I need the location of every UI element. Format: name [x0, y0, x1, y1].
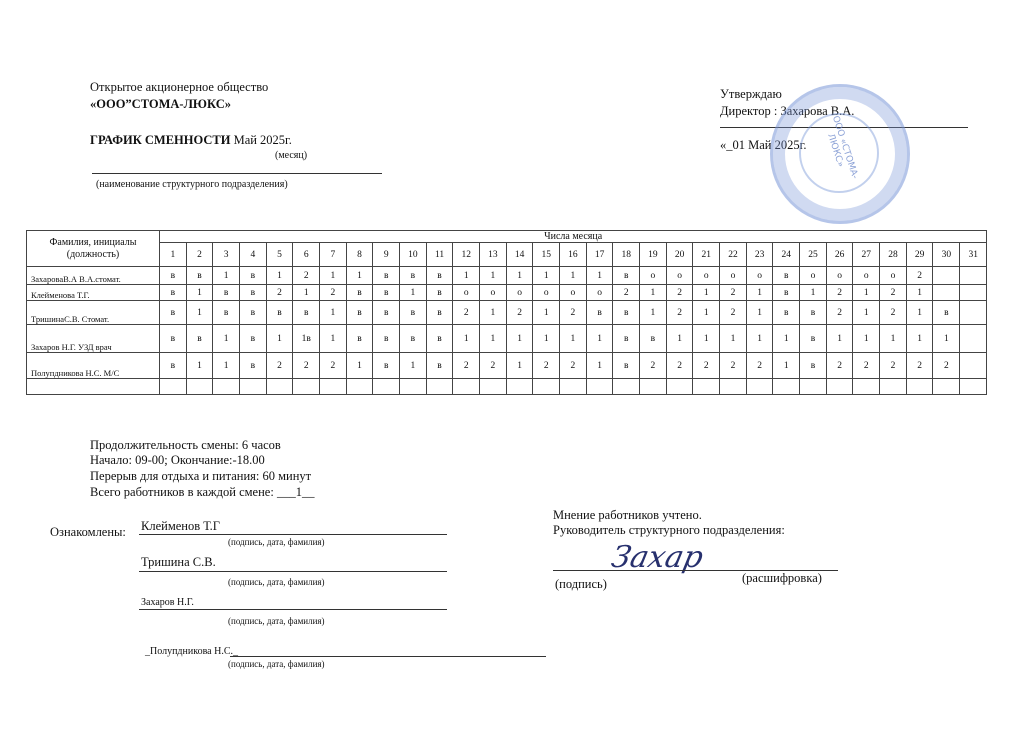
shift-cell: о: [666, 267, 693, 285]
day-number: 31: [960, 243, 987, 267]
shift-cell: 1: [880, 325, 907, 353]
shift-cell: 1: [693, 325, 720, 353]
day-number: 25: [800, 243, 827, 267]
unit-caption: (наименование структурного подразделения): [96, 179, 288, 190]
shift-cell: о: [640, 267, 667, 285]
day-number: 19: [640, 243, 667, 267]
month-value: Май 2025г.: [233, 133, 292, 147]
shift-cell: [853, 379, 880, 395]
shift-cell: 2: [533, 353, 560, 379]
shift-cell: [426, 379, 453, 395]
shift-cell: 1: [826, 325, 853, 353]
shift-cell: в: [773, 285, 800, 301]
shift-cell: 2: [880, 301, 907, 325]
shift-cell: в: [373, 267, 400, 285]
shift-cell: [800, 379, 827, 395]
table-row: [27, 353, 987, 379]
shift-cell: в: [426, 285, 453, 301]
shift-cell: в: [213, 285, 240, 301]
shift-cell: [373, 379, 400, 395]
shift-cell: в: [240, 267, 267, 285]
shift-cell: в: [160, 353, 187, 379]
shift-cell: [933, 379, 960, 395]
opinion-line-2: Руководитель структурного подразделения:: [553, 523, 785, 537]
day-number: 24: [773, 243, 800, 267]
shift-cell: в: [240, 285, 267, 301]
shift-cell: 2: [640, 353, 667, 379]
shift-cell: о: [800, 267, 827, 285]
shift-cell: 1: [266, 325, 293, 353]
shift-cell: 1: [640, 301, 667, 325]
shift-cell: в: [426, 325, 453, 353]
signer-1-line: [139, 534, 447, 535]
shift-cell: 2: [746, 353, 773, 379]
shift-cell: 1: [640, 285, 667, 301]
employee-name: ЗахароваВ.А В.А.стомат.: [27, 267, 160, 285]
shift-cell: [320, 379, 347, 395]
day-number: 20: [666, 243, 693, 267]
shift-cell: 1: [800, 285, 827, 301]
shift-cell: 2: [320, 285, 347, 301]
shift-cell: в: [240, 301, 267, 325]
shift-cell: [960, 379, 987, 395]
shift-cell: в: [800, 353, 827, 379]
shift-cell: [933, 285, 960, 301]
shift-cell: в: [240, 353, 267, 379]
day-number: 1: [160, 243, 187, 267]
day-number: 5: [266, 243, 293, 267]
name-column-header: Фамилия, инициалы (должность): [27, 231, 160, 267]
shift-cell: [746, 379, 773, 395]
org-name: «ООО”СТОМА-ЛЮКС»: [90, 97, 231, 111]
day-number: 2: [186, 243, 213, 267]
shift-cell: в: [160, 267, 187, 285]
shift-cell: в: [773, 267, 800, 285]
shift-cell: 1: [906, 285, 933, 301]
shift-cell: о: [720, 267, 747, 285]
shift-cell: [533, 379, 560, 395]
unit-line: [92, 173, 382, 174]
signer-4-line: [230, 656, 546, 657]
shift-cell: 1: [506, 353, 533, 379]
shift-cell: 2: [720, 353, 747, 379]
signer-2: Тришина С.В.: [141, 555, 216, 569]
shift-cell: 1: [586, 267, 613, 285]
shift-cell: в: [933, 301, 960, 325]
shift-cell: 2: [560, 353, 587, 379]
month-caption: (месяц): [275, 150, 308, 161]
shift-cell: 2: [693, 353, 720, 379]
shift-cell: 1: [213, 267, 240, 285]
employee-name: Полупдникова Н.С. М/С: [27, 353, 160, 379]
shift-cell: [960, 301, 987, 325]
shift-cell: о: [480, 285, 507, 301]
shift-cell: в: [613, 325, 640, 353]
employee-name: [27, 379, 160, 395]
day-number: 29: [906, 243, 933, 267]
shift-cell: 2: [480, 353, 507, 379]
shift-cell: 2: [826, 353, 853, 379]
shift-cell: 1: [186, 353, 213, 379]
shift-cell: [613, 379, 640, 395]
day-number: 8: [346, 243, 373, 267]
shift-cell: 2: [453, 353, 480, 379]
shift-cell: [213, 379, 240, 395]
shift-cell: в: [800, 325, 827, 353]
day-number: 6: [293, 243, 320, 267]
shift-cell: 1: [213, 325, 240, 353]
shift-cell: 1: [533, 267, 560, 285]
shift-cell: 1: [186, 301, 213, 325]
shift-cell: в: [160, 325, 187, 353]
shift-cell: в: [160, 301, 187, 325]
employee-name: ТришинаС.В. Стомат.: [27, 301, 160, 325]
shift-cell: в: [373, 301, 400, 325]
day-number: 18: [613, 243, 640, 267]
signer-4-caption: (подпись, дата, фамилия): [228, 659, 325, 669]
day-number: 30: [933, 243, 960, 267]
shift-cell: в: [400, 267, 427, 285]
schedule-title: ГРАФИК СМЕННОСТИ: [90, 133, 231, 147]
shift-cell: [693, 379, 720, 395]
shift-cell: о: [826, 267, 853, 285]
shift-cell: 1: [400, 285, 427, 301]
shift-cell: 1: [773, 325, 800, 353]
shift-cell: в: [160, 285, 187, 301]
shift-cell: в: [426, 353, 453, 379]
shift-cell: 1: [453, 325, 480, 353]
day-numbers-row: [27, 243, 987, 267]
shift-cell: [560, 379, 587, 395]
table-row: [27, 267, 987, 285]
shift-cell: [960, 285, 987, 301]
sign-caption: (подпись): [555, 577, 607, 591]
shift-schedule-table: [26, 230, 987, 395]
day-number: 28: [880, 243, 907, 267]
shift-cell: [266, 379, 293, 395]
day-number: 15: [533, 243, 560, 267]
shift-cell: 1: [933, 325, 960, 353]
day-number: 3: [213, 243, 240, 267]
shift-cell: [186, 379, 213, 395]
day-number: 7: [320, 243, 347, 267]
shift-cell: 1: [506, 267, 533, 285]
signer-3-line: [139, 609, 447, 610]
shift-cell: в: [586, 301, 613, 325]
shift-cell: 2: [453, 301, 480, 325]
shift-cell: [773, 379, 800, 395]
shift-cell: в: [640, 325, 667, 353]
stamp-text: ООО «СТОМА-ЛЮКС»: [825, 114, 860, 181]
day-number: 21: [693, 243, 720, 267]
shift-cell: 1: [453, 267, 480, 285]
shift-cell: 2: [826, 301, 853, 325]
shift-cell: 2: [880, 353, 907, 379]
day-number: 13: [480, 243, 507, 267]
day-number: 4: [240, 243, 267, 267]
shift-cell: 1в: [293, 325, 320, 353]
shift-cell: в: [293, 301, 320, 325]
shift-cell: 2: [320, 353, 347, 379]
shift-cell: в: [346, 301, 373, 325]
shift-cell: о: [506, 285, 533, 301]
shift-cell: 2: [560, 301, 587, 325]
employee-name: Захаров Н.Г. УЗД врач: [27, 325, 160, 353]
shift-cell: [480, 379, 507, 395]
shift-cell: 2: [906, 353, 933, 379]
approve-label: Утверждаю: [720, 87, 782, 101]
opinion-line-1: Мнение работников учтено.: [553, 508, 702, 522]
shift-cell: [880, 379, 907, 395]
table-row: [27, 285, 987, 301]
org-type: Открытое акционерное общество: [90, 80, 269, 94]
signer-2-caption: (подпись, дата, фамилия): [228, 577, 325, 587]
shift-cell: в: [373, 325, 400, 353]
signer-1-caption: (подпись, дата, фамилия): [228, 537, 325, 547]
shift-cell: 1: [853, 301, 880, 325]
shift-cell: [906, 379, 933, 395]
day-number: 23: [746, 243, 773, 267]
director-name: Директор : Захарова В.А.: [720, 104, 855, 118]
shift-cell: в: [773, 301, 800, 325]
employee-name: Клейменова Т.Г.: [27, 285, 160, 301]
table-header-row: [27, 231, 987, 243]
shift-cell: 1: [720, 325, 747, 353]
shift-cell: 1: [853, 325, 880, 353]
shift-cell: 1: [693, 301, 720, 325]
shift-cell: 1: [746, 301, 773, 325]
shift-cell: о: [453, 285, 480, 301]
signer-3: Захаров Н.Г.: [141, 597, 194, 608]
shift-cell: [666, 379, 693, 395]
shift-cell: в: [346, 325, 373, 353]
acquainted-label: Ознакомлены:: [50, 525, 126, 539]
break-info: Перерыв для отдыха и питания: 60 минут: [90, 469, 312, 483]
shift-cell: [240, 379, 267, 395]
shift-cell: 1: [400, 353, 427, 379]
signer-2-line: [139, 571, 447, 572]
shift-cell: [826, 379, 853, 395]
shift-cell: о: [560, 285, 587, 301]
shift-cell: [453, 379, 480, 395]
day-number: 11: [426, 243, 453, 267]
shift-cell: о: [853, 267, 880, 285]
workers-per-shift: Всего работников в каждой смене: ___1__: [90, 485, 315, 499]
day-number: 17: [586, 243, 613, 267]
shift-cell: 1: [506, 325, 533, 353]
days-column-header: Числа месяца: [160, 231, 987, 243]
signer-3-caption: (подпись, дата, фамилия): [228, 616, 325, 626]
table-row: [27, 325, 987, 353]
shift-cell: [720, 379, 747, 395]
day-number: 10: [400, 243, 427, 267]
shift-cell: в: [186, 325, 213, 353]
shift-cell: [346, 379, 373, 395]
signer-4: _Полупдникова Н.С._: [145, 646, 238, 657]
shift-cell: 2: [853, 353, 880, 379]
shift-cell: [293, 379, 320, 395]
manager-signature: Захар: [608, 540, 707, 575]
shift-cell: 1: [320, 267, 347, 285]
shift-cell: 1: [746, 325, 773, 353]
shift-cell: 2: [266, 353, 293, 379]
day-number: 14: [506, 243, 533, 267]
shift-cell: [586, 379, 613, 395]
day-number: 26: [826, 243, 853, 267]
shift-cell: 1: [346, 353, 373, 379]
shift-cell: 1: [480, 267, 507, 285]
shift-cell: [400, 379, 427, 395]
shift-cell: 2: [720, 301, 747, 325]
shift-cell: 2: [666, 353, 693, 379]
schedule-title-block: [90, 133, 292, 148]
shift-cell: 2: [666, 301, 693, 325]
shift-hours: Начало: 09-00; Окончание:-18.00: [90, 453, 265, 467]
shift-cell: 1: [480, 325, 507, 353]
day-number: 12: [453, 243, 480, 267]
shift-cell: 1: [693, 285, 720, 301]
approve-date: «_01 Май 2025г.: [720, 138, 807, 152]
shift-cell: в: [400, 301, 427, 325]
shift-duration: Продолжительность смены: 6 часов: [90, 438, 281, 452]
shift-cell: в: [800, 301, 827, 325]
shift-cell: о: [746, 267, 773, 285]
shift-cell: 2: [266, 285, 293, 301]
shift-cell: 1: [906, 325, 933, 353]
shift-cell: 1: [346, 267, 373, 285]
table-row: [27, 379, 987, 395]
shift-cell: в: [346, 285, 373, 301]
shift-cell: 2: [666, 285, 693, 301]
day-number: 22: [720, 243, 747, 267]
shift-cell: 2: [826, 285, 853, 301]
shift-cell: 1: [213, 353, 240, 379]
shift-cell: 1: [266, 267, 293, 285]
day-number: 16: [560, 243, 587, 267]
shift-cell: о: [533, 285, 560, 301]
shift-cell: 2: [506, 301, 533, 325]
shift-cell: в: [426, 301, 453, 325]
shift-cell: [933, 267, 960, 285]
shift-cell: 1: [586, 353, 613, 379]
shift-cell: 1: [853, 285, 880, 301]
shift-cell: [960, 353, 987, 379]
shift-cell: в: [213, 301, 240, 325]
shift-cell: 2: [293, 267, 320, 285]
shift-cell: в: [373, 353, 400, 379]
shift-cell: 1: [533, 325, 560, 353]
shift-cell: 1: [906, 301, 933, 325]
shift-cell: 2: [613, 285, 640, 301]
shift-cell: о: [586, 285, 613, 301]
shift-cell: 1: [186, 285, 213, 301]
shift-cell: 1: [533, 301, 560, 325]
company-stamp: [770, 84, 910, 224]
shift-cell: 2: [906, 267, 933, 285]
shift-cell: о: [693, 267, 720, 285]
shift-cell: в: [240, 325, 267, 353]
table-row: [27, 301, 987, 325]
shift-cell: о: [880, 267, 907, 285]
shift-cell: в: [613, 267, 640, 285]
shift-cell: [960, 325, 987, 353]
shift-cell: 1: [586, 325, 613, 353]
shift-cell: [160, 379, 187, 395]
shift-cell: в: [400, 325, 427, 353]
shift-cell: 1: [560, 267, 587, 285]
shift-cell: в: [426, 267, 453, 285]
shift-cell: 1: [773, 353, 800, 379]
shift-cell: 2: [293, 353, 320, 379]
shift-cell: 1: [293, 285, 320, 301]
day-number: 27: [853, 243, 880, 267]
shift-cell: в: [373, 285, 400, 301]
shift-cell: 1: [320, 301, 347, 325]
shift-cell: в: [266, 301, 293, 325]
shift-cell: 2: [720, 285, 747, 301]
shift-cell: в: [613, 353, 640, 379]
shift-cell: [506, 379, 533, 395]
signer-1: Клейменов Т.Г: [141, 519, 220, 533]
shift-cell: 2: [933, 353, 960, 379]
shift-cell: 1: [666, 325, 693, 353]
shift-cell: в: [613, 301, 640, 325]
decode-caption: (расшифровка): [742, 571, 822, 585]
shift-cell: 1: [560, 325, 587, 353]
shift-cell: в: [186, 267, 213, 285]
shift-cell: 2: [880, 285, 907, 301]
shift-cell: [640, 379, 667, 395]
shift-cell: 1: [746, 285, 773, 301]
day-number: 9: [373, 243, 400, 267]
shift-cell: 1: [480, 301, 507, 325]
shift-cell: 1: [320, 325, 347, 353]
shift-cell: [960, 267, 987, 285]
